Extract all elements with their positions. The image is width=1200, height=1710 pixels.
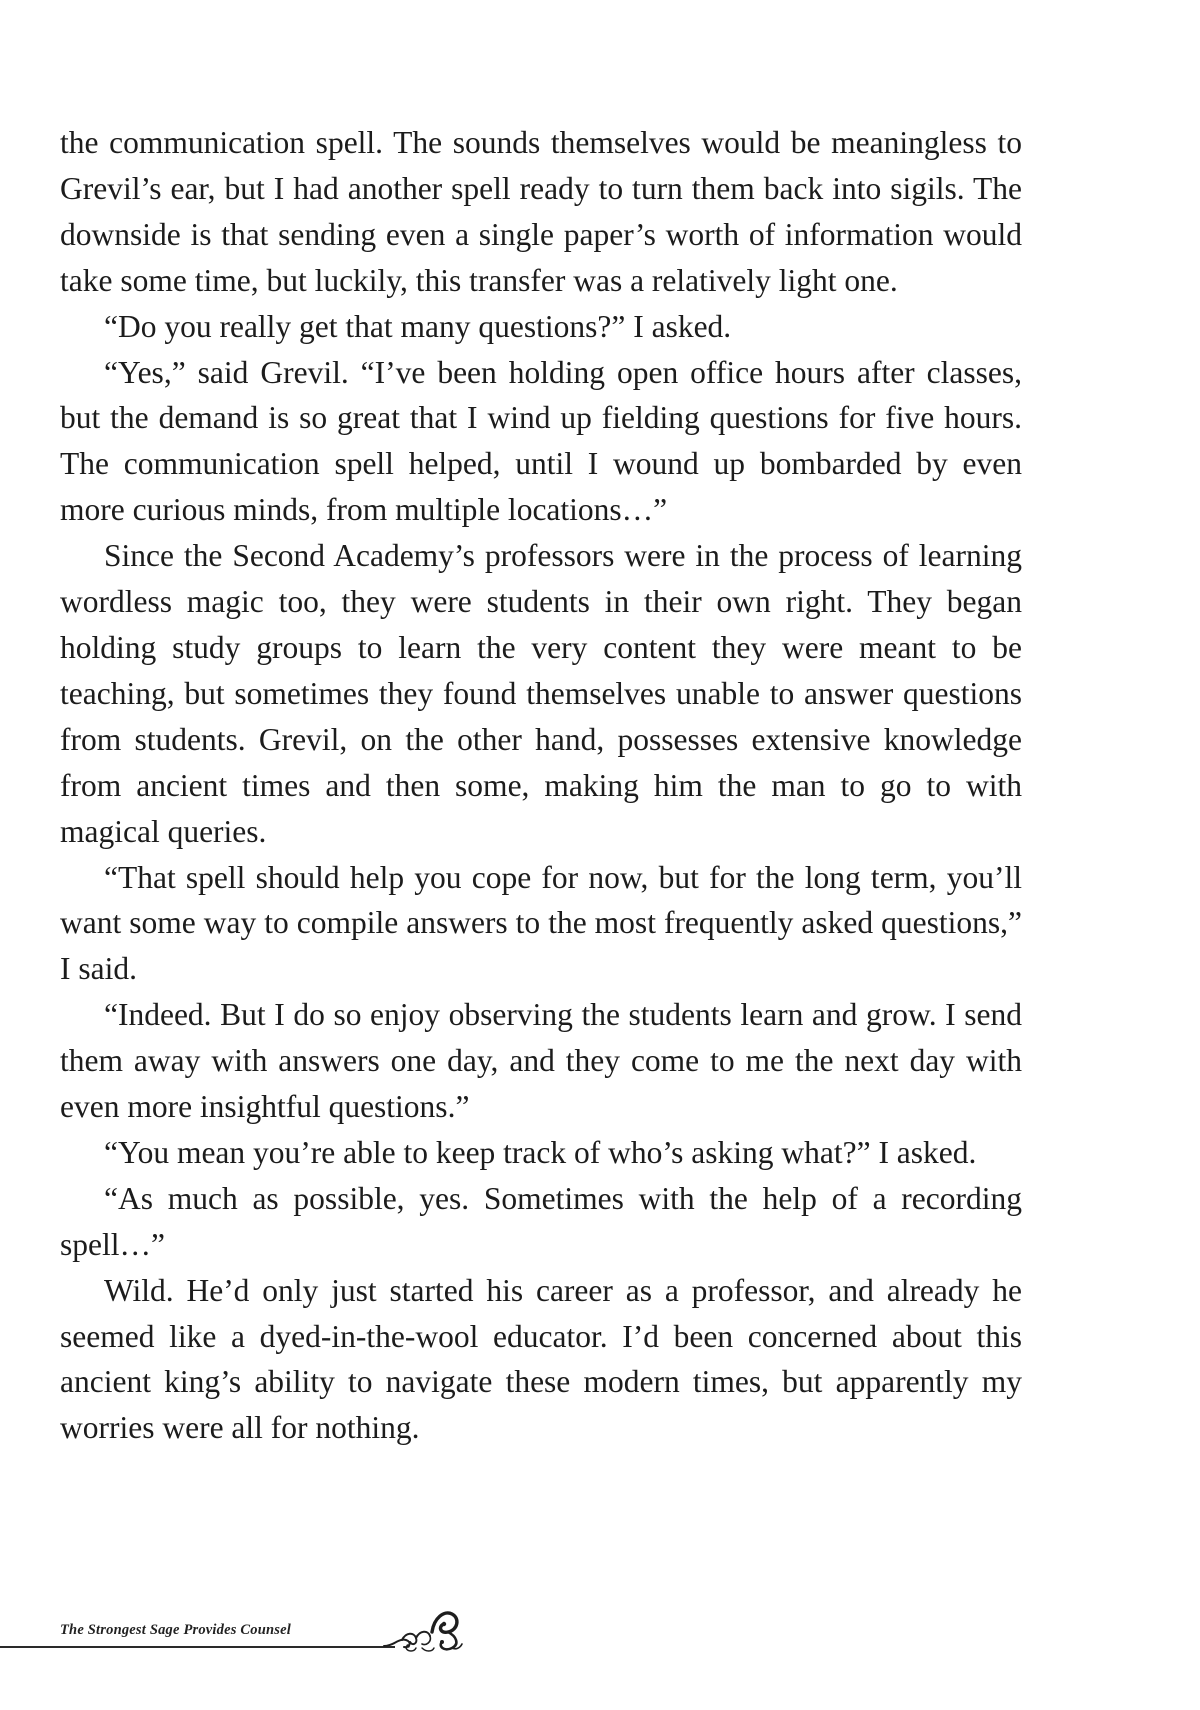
flourish-ornament-icon bbox=[382, 1602, 470, 1654]
footer-rule bbox=[0, 1646, 395, 1648]
paragraph-9: Wild. He’d only just started his career as a professor, and already he seemed like a dyed-in-the-wool educator. I’d been concerned about this ancient king’s ability to navigate these modern times, but apparently my worries were all for nothing. bbox=[60, 1272, 1022, 1446]
paragraph-4: Since the Second Academy’s professors were in the process of learning wordless magic too, they were students in their own right. They began holding study groups to learn the very content they were meant to be teaching, but sometimes they found themselves unable to answer questions from students. Grevil, on the other hand, possesses extensive knowledge from ancient times and then some, making him the man to go to with magical queries. bbox=[60, 538, 1022, 849]
paragraph-1: the communication spell. The sounds themselves would be meaningless to Grevil’s ear, but I had another spell ready to turn them back into sigils. The downside is that sending even a single paper’s worth of information would take some time, but luckily, this transfer was a relatively light one. bbox=[60, 125, 1022, 298]
paragraph-6: “Indeed. But I do so enjoy observing the students learn and grow. I send them away with answers one day, and they come to me the next day with even more insightful questions.” bbox=[60, 997, 1022, 1125]
page-body bbox=[60, 120, 1022, 1451]
paragraph-7: “You mean you’re able to keep track of who’s asking what?” I asked. bbox=[104, 1134, 977, 1170]
running-title: The Strongest Sage Provides Counsel bbox=[60, 1622, 291, 1638]
paragraph-3: “Yes,” said Grevil. “I’ve been holding open office hours after classes, but the demand is so great that I wind up fielding questions for five hours. The communication spell helped, until I wound up bombarded by even more curious minds, from multiple locations…” bbox=[60, 354, 1022, 528]
paragraph-8: “As much as possible, yes. Sometimes with the help of a recording spell…” bbox=[60, 1180, 1022, 1262]
paragraph-5: “That spell should help you cope for now, but for the long term, you’ll want some way to compile answers to the most frequently asked questions,” I said. bbox=[60, 859, 1022, 987]
page-footer bbox=[0, 1600, 480, 1660]
paragraph-2: “Do you really get that many questions?” I asked. bbox=[104, 308, 732, 344]
